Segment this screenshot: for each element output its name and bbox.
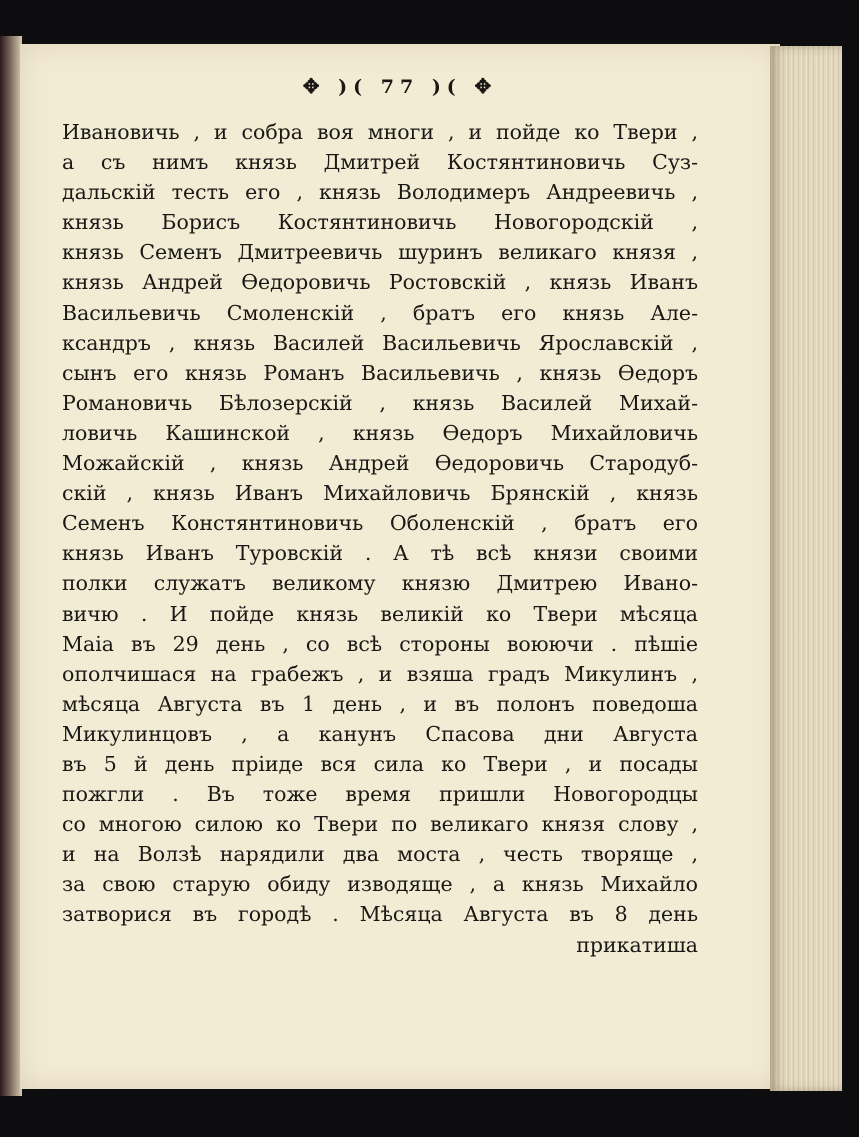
text-line: князь Борисъ Костянтиновичь Новогородскій , — [62, 210, 698, 235]
text-line: пожгли . Въ тоже время пришли Новогородцы — [62, 782, 698, 807]
text-line: князь Иванъ Туровскій . А тѣ всѣ князи своими — [62, 541, 698, 566]
text-line: Можайскій , князь Андрей Өедоровичь Стародуб- — [62, 451, 698, 476]
text-line: Ивановичь , и собра воя многи , и пойде ко Твери , — [62, 120, 698, 144]
page-number: )( 77 )( — [338, 76, 462, 98]
text-line: Микулинцовъ , а канунъ Спасова дни Августа — [62, 721, 698, 746]
text-line: за свою старую обиду изводяще , а князь Михайло — [62, 872, 698, 897]
text-line: а съ нимъ князь Дмитрей Костянтиновичь Суз- — [62, 150, 698, 175]
text-line: скій , князь Иванъ Михайловичь Брянскій , князь — [62, 481, 698, 506]
text-line: ловичь Кашинской , князь Өедоръ Михайловичь — [62, 420, 698, 445]
text-line: князь Андрей Өедоровичь Ростовскій , князь Иванъ — [62, 270, 698, 295]
ornament-right-icon: ✥ — [474, 74, 498, 98]
text-line: Маіа въ 29 день , со всѣ стороны воюючи . пѣшіе — [62, 631, 698, 656]
text-line: въ 5 й день пріиде вся сила ко Твери , и посады — [62, 751, 698, 776]
page-header — [0, 74, 800, 98]
page-block-edges — [770, 46, 842, 1091]
text-line: ксандръ , князь Василей Васильевичь Ярославскій , — [62, 330, 698, 355]
text-line: и на Волзѣ нарядили два моста , честь творяще , — [62, 842, 698, 867]
text-line: ополчишася на грабежъ , и взяша градъ Микулинъ , — [62, 661, 698, 686]
text-line: мѣсяца Августа въ 1 день , и въ полонъ поведоша — [62, 691, 698, 716]
text-line: князь Семенъ Дмитреевичь шуринъ великаго князя , — [62, 240, 698, 265]
text-line: полки служатъ великому князю Дмитрею Ивано- — [62, 571, 698, 596]
text-line: затворися въ городѣ . Мѣсяца Августа въ 8 день — [62, 902, 698, 927]
text-line: вичю . И пойде князь великій ко Твери мѣсяца — [62, 601, 698, 626]
facing-page-edge — [0, 36, 22, 1096]
catchword: прикатиша — [576, 932, 698, 957]
text-line: Васильевичь Смоленскій , братъ его князь Але- — [62, 300, 698, 325]
text-line: Романовичь Бѣлозерскій , князь Василей Михай- — [62, 390, 698, 415]
body-text — [62, 117, 698, 960]
text-line: со многою силою ко Твери по великаго князя слову , — [62, 812, 698, 837]
text-line: сынъ его князь Романъ Васильевичь , князь Өедоръ — [62, 360, 698, 385]
ornament-left-icon: ✥ — [302, 74, 326, 98]
text-line: Семенъ Констянтиновичь Оболенскій , братъ его — [62, 511, 698, 536]
text-line: дальскій тесть его , князь Володимеръ Андреевичь , — [62, 180, 698, 205]
